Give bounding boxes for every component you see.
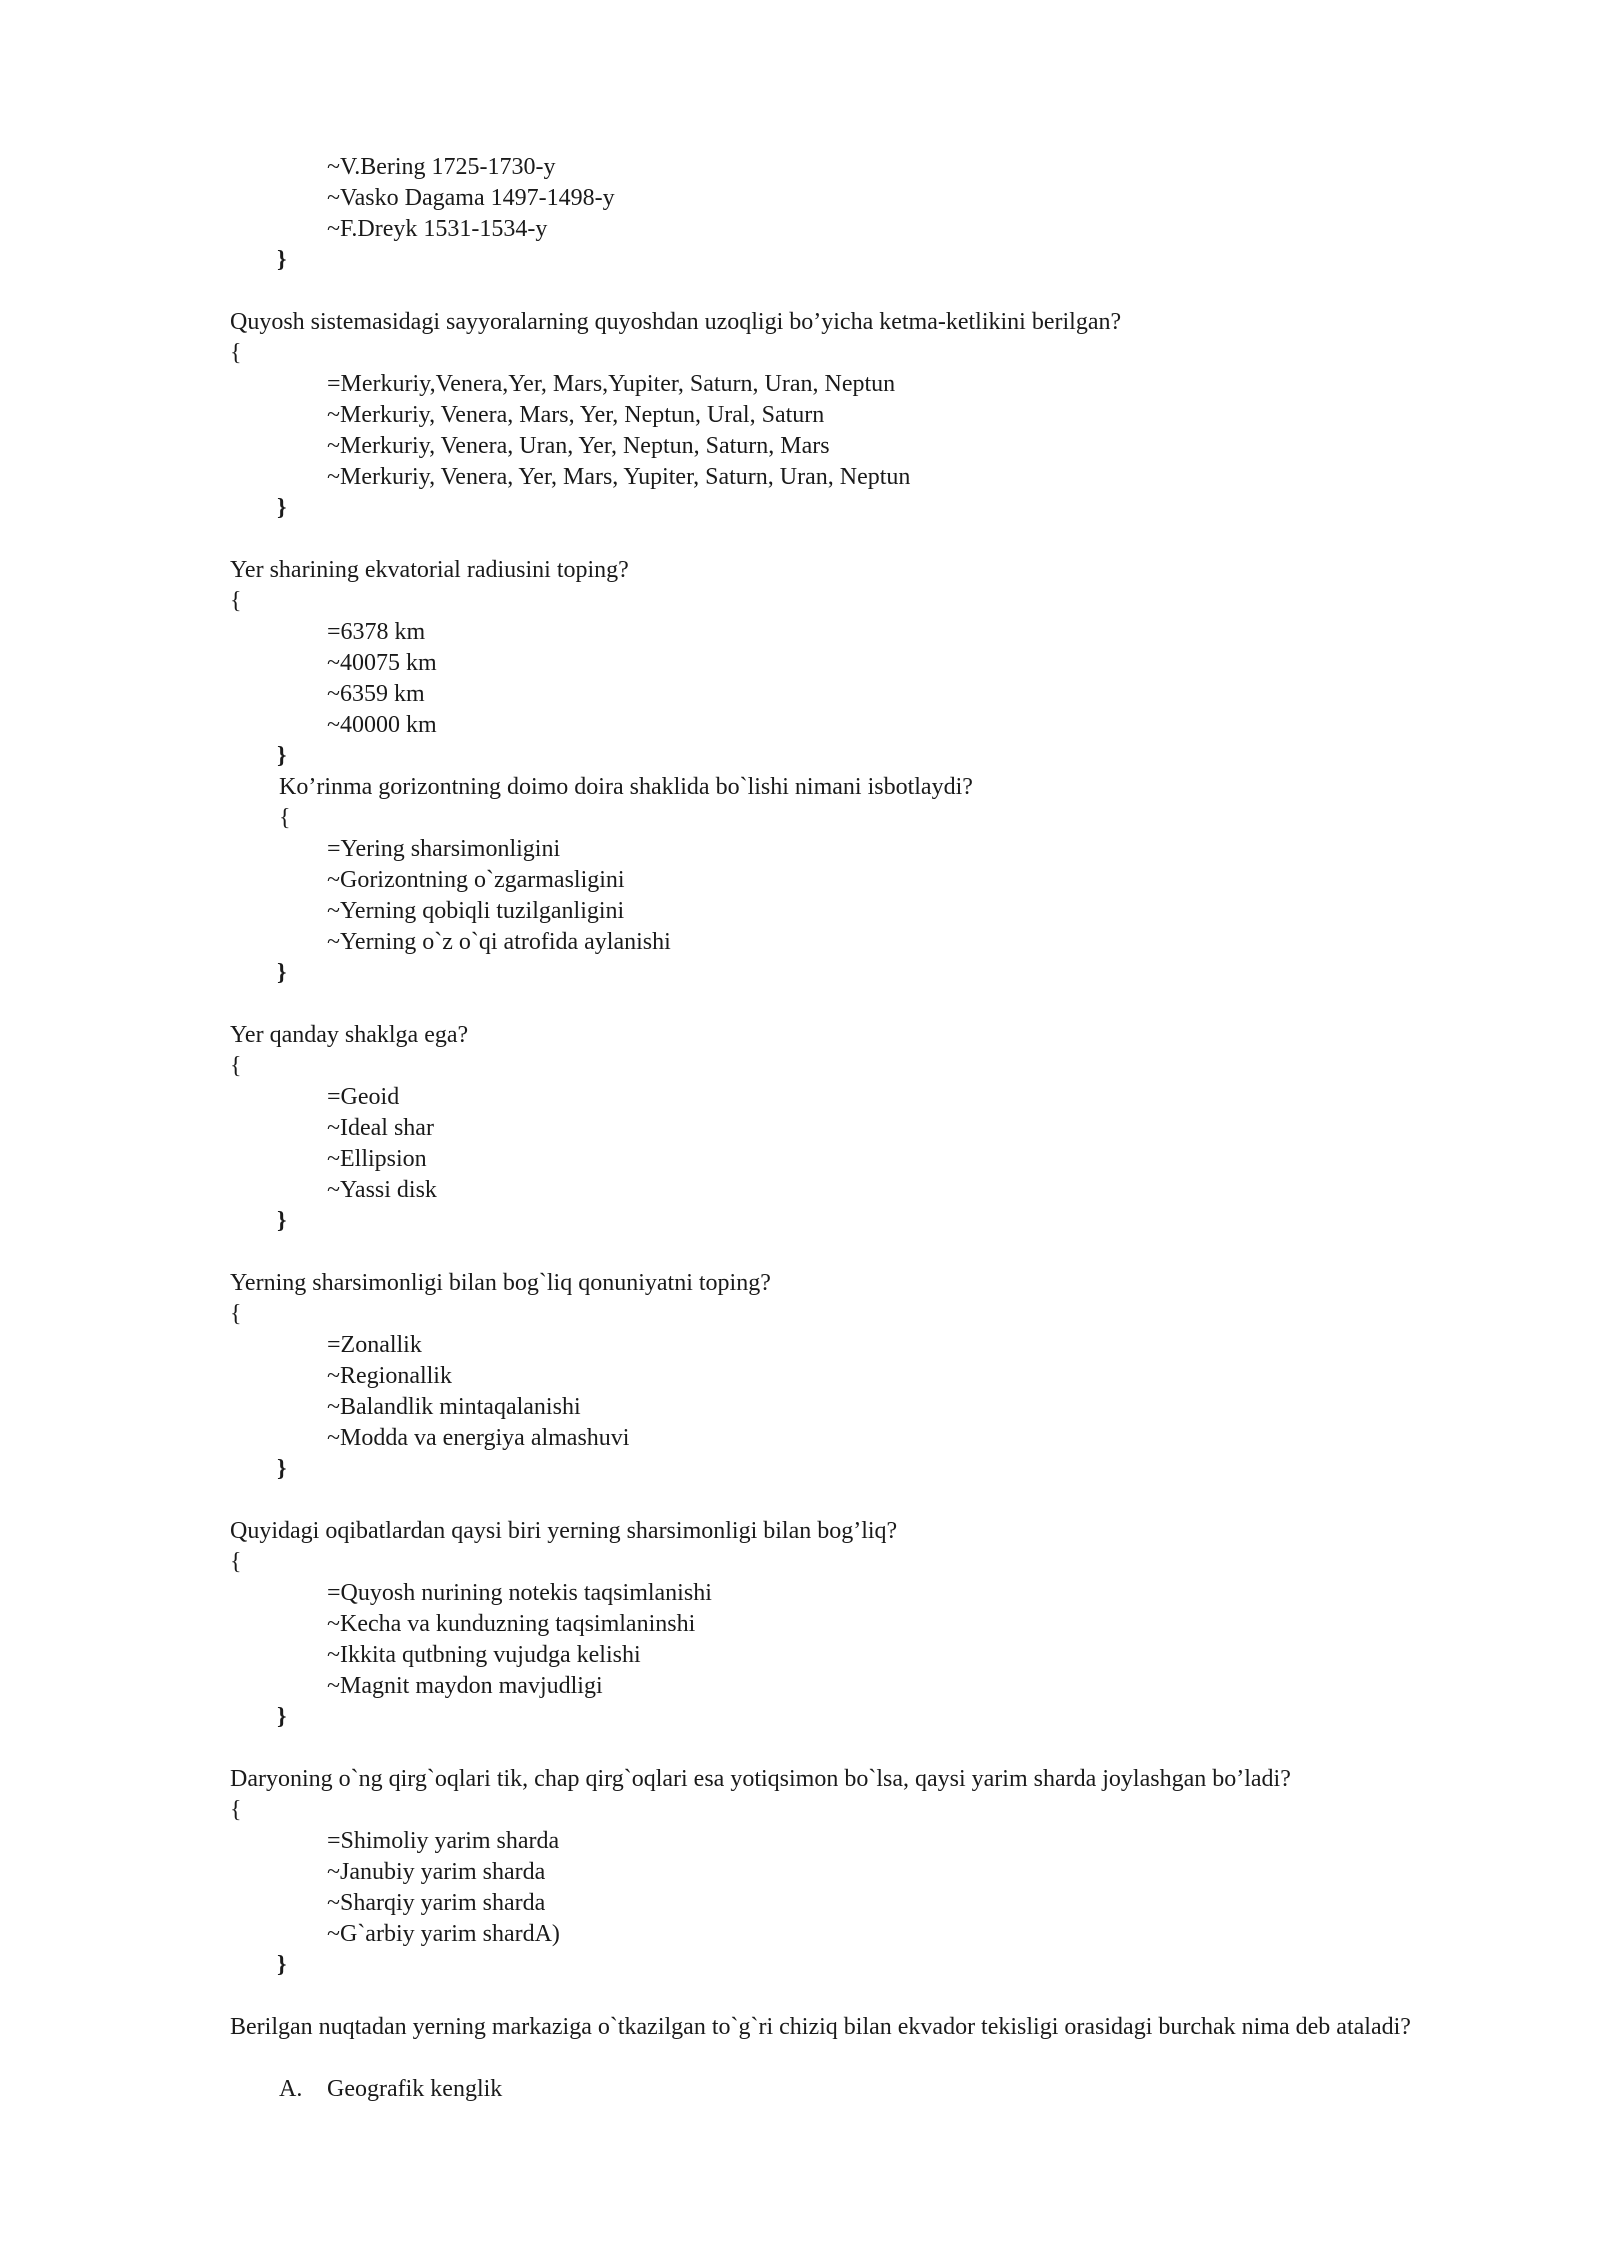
opening-brace: { [230, 1053, 242, 1079]
answer-option: =Yering sharsimonligini [327, 836, 561, 862]
question-text: Quyosh sistemasidagi sayyoralarning quyoshdan uzoqligi bo’yicha ketma-ketlikini berilgan? [230, 309, 1122, 335]
question-text: Yer sharining ekvatorial radiusini toping? [230, 557, 629, 583]
answer-option: ~V.Bering 1725-1730-y [327, 154, 556, 180]
closing-brace: } [277, 495, 287, 521]
question-text: Yerning sharsimonligi bilan bog`liq qonuniyatni toping? [230, 1270, 771, 1296]
answer-option: =6378 km [327, 619, 426, 645]
answer-option: =Zonallik [327, 1332, 422, 1358]
answer-option: ~Modda va energiya almashuvi [327, 1425, 630, 1451]
question-text: Yer qanday shaklga ega? [230, 1022, 469, 1048]
closing-brace: } [277, 1208, 287, 1234]
answer-option: ~6359 km [327, 681, 425, 707]
closing-brace: } [277, 743, 287, 769]
answer-option: ~Balandlik mintaqalanishi [327, 1394, 581, 1420]
answer-option: ~Regionallik [327, 1363, 452, 1389]
opening-brace: { [279, 805, 291, 831]
answer-option: =Shimoliy yarim sharda [327, 1828, 560, 1854]
closing-brace: } [277, 960, 287, 986]
opening-brace: { [230, 1549, 242, 1575]
answer-option: ~Kecha va kunduzning taqsimlaninshi [327, 1611, 696, 1637]
list-marker: A. [279, 2076, 303, 2102]
opening-brace: { [230, 340, 242, 366]
answer-option: ~Ikkita qutbning vujudga kelishi [327, 1642, 641, 1668]
answer-option: ~Sharqiy yarim sharda [327, 1890, 546, 1916]
answer-option: ~Merkuriy, Venera, Yer, Mars, Yupiter, Saturn, Uran, Neptun [327, 464, 911, 490]
answer-option: ~Gorizontning o`zgarmasligini [327, 867, 625, 893]
answer-option: ~Vasko Dagama 1497-1498-y [327, 185, 615, 211]
question-text: Quyidagi oqibatlardan qaysi biri yerning sharsimonligi bilan bog’liq? [230, 1518, 898, 1544]
answer-option: =Quyosh nurining notekis taqsimlanishi [327, 1580, 712, 1606]
question-text: Berilgan nuqtadan yerning markaziga o`tkazilgan to`g`ri chiziq bilan ekvador tekisligi orasidagi burchak nima deb ataladi? [230, 2014, 1411, 2040]
answer-option: Geografik kenglik [327, 2076, 503, 2102]
closing-brace: } [277, 1952, 287, 1978]
answer-option: ~Magnit maydon mavjudligi [327, 1673, 603, 1699]
answer-option: ~G`arbiy yarim shardA) [327, 1921, 560, 1947]
answer-option: ~40000 km [327, 712, 437, 738]
closing-brace: } [277, 1456, 287, 1482]
question-text: Daryoning o`ng qirg`oqlari tik, chap qirg`oqlari esa yotiqsimon bo`lsa, qaysi yarim sharda joylashgan bo’ladi? [230, 1766, 1291, 1792]
opening-brace: { [230, 1797, 242, 1823]
answer-option: ~Yerning qobiqli tuzilganligini [327, 898, 625, 924]
answer-option: =Merkuriy,Venera,Yer, Mars,Yupiter, Saturn, Uran, Neptun [327, 371, 896, 397]
answer-option: ~F.Dreyk 1531-1534-y [327, 216, 548, 242]
opening-brace: { [230, 1301, 242, 1327]
answer-option: ~Ideal shar [327, 1115, 434, 1141]
closing-brace: } [277, 1704, 287, 1730]
opening-brace: { [230, 588, 242, 614]
answer-option: ~Janubiy yarim sharda [327, 1859, 546, 1885]
answer-option: ~Yerning o`z o`qi atrofida aylanishi [327, 929, 671, 955]
answer-option: ~Merkuriy, Venera, Uran, Yer, Neptun, Saturn, Mars [327, 433, 830, 459]
question-text: Ko’rinma gorizontning doimo doira shaklida bo`lishi nimani isbotlaydi? [279, 774, 973, 800]
answer-option: ~40075 km [327, 650, 437, 676]
closing-brace: } [277, 247, 287, 273]
answer-option: ~Merkuriy, Venera, Mars, Yer, Neptun, Ural, Saturn [327, 402, 825, 428]
answer-option: =Geoid [327, 1084, 400, 1110]
answer-option: ~Ellipsion [327, 1146, 427, 1172]
answer-option: ~Yassi disk [327, 1177, 437, 1203]
